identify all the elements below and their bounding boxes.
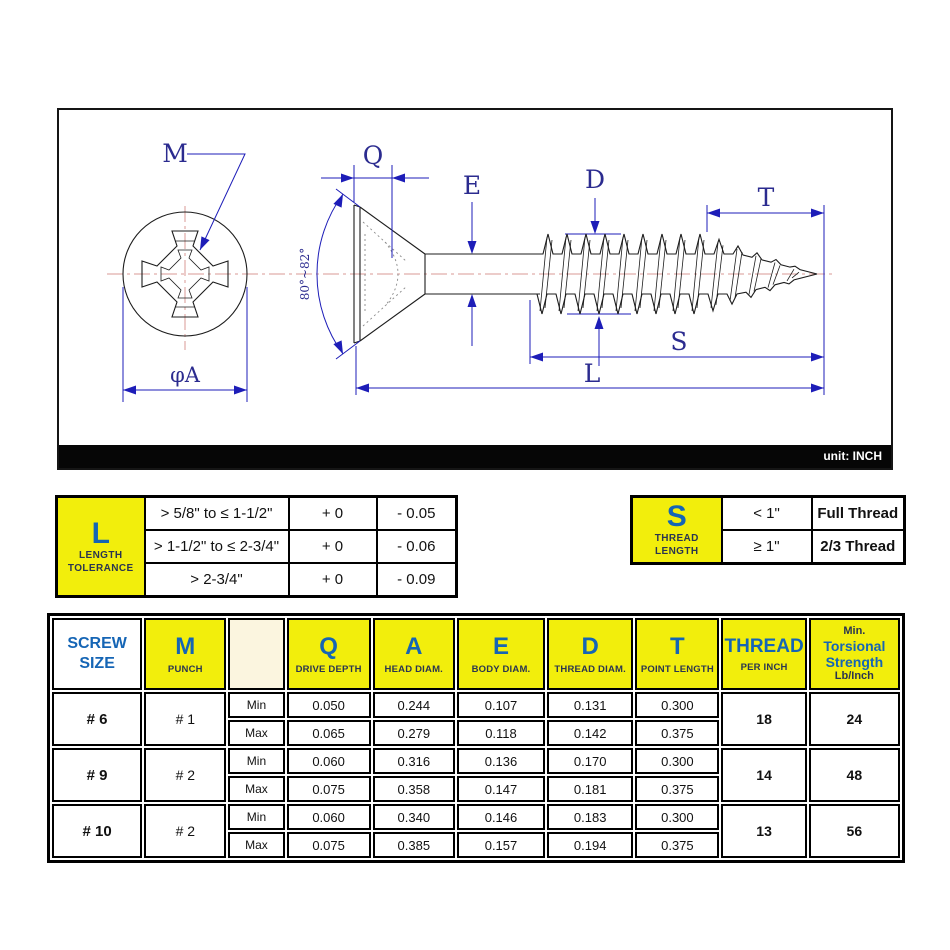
screw-size-cell: # 6 — [52, 692, 142, 746]
tolerance-minus: - 0.05 — [377, 497, 457, 531]
a-max: 0.279 — [373, 720, 455, 746]
head-angle-label: 80°~82° — [298, 247, 312, 301]
tolerance-minus: - 0.06 — [377, 530, 457, 563]
thread-per-inch-cell: 18 — [721, 692, 806, 746]
header-thread-diam: D THREAD DIAM. — [547, 618, 633, 690]
min-label-cell: Min — [228, 748, 284, 774]
punch-cell: # 1 — [144, 692, 226, 746]
max-label-cell: Max — [228, 832, 284, 858]
unit-label: unit: INCH — [823, 449, 882, 463]
e-min: 0.146 — [457, 804, 545, 830]
header-head-diam: A HEAD DIAM. — [373, 618, 455, 690]
q-min: 0.060 — [287, 748, 371, 774]
punch-cell: # 2 — [144, 804, 226, 858]
t-max: 0.375 — [635, 832, 719, 858]
a-max: 0.385 — [373, 832, 455, 858]
thread-value: Full Thread — [812, 497, 905, 531]
centerlines — [107, 206, 834, 350]
t-max: 0.375 — [635, 720, 719, 746]
tolerance-range: > 2-3/4" — [145, 563, 289, 597]
torsional-cell: 48 — [809, 748, 900, 802]
header-thread-per-inch: THREAD PER INCH — [721, 618, 806, 690]
dim-label-m: M — [162, 139, 188, 168]
tolerance-plus: + 0 — [289, 563, 377, 597]
torsional-cell: 56 — [809, 804, 900, 858]
screw-size-cell: # 10 — [52, 804, 142, 858]
torsional-cell: 24 — [809, 692, 900, 746]
thread-condition: < 1" — [722, 497, 812, 531]
dim-label-l: L — [583, 359, 601, 388]
punch-cell: # 2 — [144, 748, 226, 802]
thread-length-table — [630, 495, 906, 565]
dim-label-s: S — [670, 327, 688, 356]
length-tolerance-label: L LENGTH TOLERANCE — [57, 497, 145, 597]
t-min: 0.300 — [635, 804, 719, 830]
e-min: 0.136 — [457, 748, 545, 774]
min-label-cell: Min — [228, 692, 284, 718]
thread-per-inch-cell: 13 — [721, 804, 806, 858]
thread-condition: ≥ 1" — [722, 530, 812, 564]
unit-bar — [59, 445, 891, 468]
dim-label-q: Q — [362, 141, 384, 170]
thread-value: 2/3 Thread — [812, 530, 905, 564]
thread-length-label: S THREAD LENGTH — [632, 497, 722, 564]
screw-spec-table — [47, 613, 905, 863]
tolerance-range: > 5/8" to ≤ 1-1/2" — [145, 497, 289, 531]
screw-size-cell: # 9 — [52, 748, 142, 802]
e-min: 0.107 — [457, 692, 545, 718]
d-max: 0.142 — [547, 720, 633, 746]
max-label-cell: Max — [228, 720, 284, 746]
d-max: 0.194 — [547, 832, 633, 858]
header-screw-size: SCREW SIZE — [52, 618, 142, 690]
q-min: 0.060 — [287, 804, 371, 830]
e-max: 0.157 — [457, 832, 545, 858]
header-blank — [228, 618, 284, 690]
q-max: 0.065 — [287, 720, 371, 746]
tolerance-minus: - 0.09 — [377, 563, 457, 597]
header-point-length: T POINT LENGTH — [635, 618, 719, 690]
a-min: 0.316 — [373, 748, 455, 774]
header-drive-depth: Q DRIVE DEPTH — [287, 618, 371, 690]
d-min: 0.131 — [547, 692, 633, 718]
t-min: 0.300 — [635, 692, 719, 718]
header-torsional-strength: Min. Torsional Strength Lb/Inch — [809, 618, 900, 690]
table-row — [52, 748, 900, 774]
q-max: 0.075 — [287, 776, 371, 802]
tolerance-plus: + 0 — [289, 530, 377, 563]
dim-label-t: T — [757, 183, 775, 212]
length-tolerance-table — [55, 495, 458, 598]
d-min: 0.183 — [547, 804, 633, 830]
dim-label-e: E — [462, 171, 482, 200]
a-min: 0.244 — [373, 692, 455, 718]
a-max: 0.358 — [373, 776, 455, 802]
symbol-s: S — [666, 500, 687, 533]
dim-label-phi-a: φA — [170, 363, 200, 387]
thread-per-inch-cell: 14 — [721, 748, 806, 802]
t-min: 0.300 — [635, 748, 719, 774]
header-punch: M PUNCH — [144, 618, 226, 690]
technical-drawing-box — [57, 108, 893, 470]
q-min: 0.050 — [287, 692, 371, 718]
dim-label-d: D — [584, 165, 606, 194]
q-max: 0.075 — [287, 832, 371, 858]
min-label-cell: Min — [228, 804, 284, 830]
d-min: 0.170 — [547, 748, 633, 774]
e-max: 0.118 — [457, 720, 545, 746]
d-max: 0.181 — [547, 776, 633, 802]
t-max: 0.375 — [635, 776, 719, 802]
symbol-l: L — [91, 516, 110, 550]
table-row — [52, 692, 900, 718]
max-label-cell: Max — [228, 776, 284, 802]
table-row — [52, 804, 900, 830]
a-min: 0.340 — [373, 804, 455, 830]
e-max: 0.147 — [457, 776, 545, 802]
screw-technical-drawing — [59, 110, 891, 445]
tolerance-plus: + 0 — [289, 497, 377, 531]
tolerance-range: > 1-1/2" to ≤ 2-3/4" — [145, 530, 289, 563]
header-body-diam: E BODY DIAM. — [457, 618, 545, 690]
